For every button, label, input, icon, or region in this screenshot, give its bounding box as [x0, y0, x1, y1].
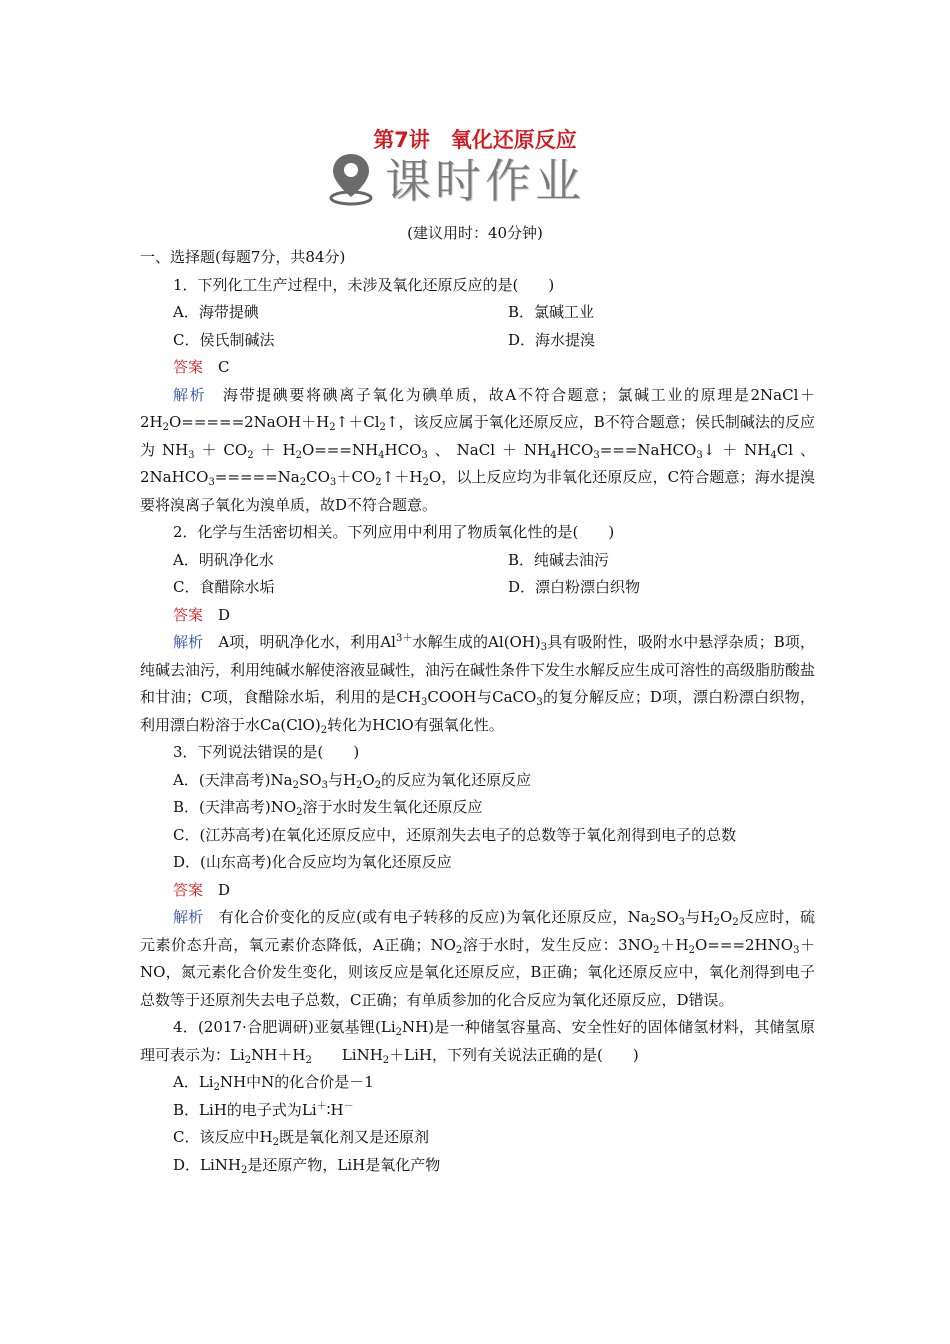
question-4-stem: 4．(2017·合肥调研)亚氨基锂$(Li_2NH)$是一种储氢容量高、安全性好的固体储氢材料，其储氢原理可表示为：$Li_2NH+H_2$ LiNH$_2$＋LiH，下列有关说法正确的是( ): [140, 1018, 815, 1066]
question-2-answer: 答案 D: [173, 605, 231, 624]
option-a: A．明矾净化水: [173, 550, 274, 569]
homework-banner: [325, 150, 625, 206]
question-1-analysis: 解析 海带提碘要将碘离子氧化为碘单质，故A不符合题意；氯碱工业的原理是$2NaCl+2H_2O=====2NaOH+H_2↑+Cl_2↑$，该反应属于氧化还原反应，B不符合题意；侯氏制碱法的反应为$NH_3+CO_2+H_2O===NH_4HCO_3$、$NaCl+NH_4HCO_3===NaHCO_3↓+NH_4Cl$、$2NaHCO_3=====Na_2CO_3+CO_2↑+H_2O$，以上反应均为非氧化还原反应，C符合题意；海水提溴要将溴离子氧化为溴单质，故D不符合题意。: [140, 385, 815, 514]
option-b: B．纯碱去油污: [508, 550, 610, 569]
option-d: D．漂白粉漂白织物: [508, 578, 641, 596]
option-c: C．食醋除水垢: [173, 578, 275, 596]
option-d: D．(山东高考)化合反应均为氧化还原反应: [173, 853, 452, 871]
question-2-options-row1: [140, 547, 815, 575]
question-3-answer: 答案 D: [173, 880, 231, 899]
question-1-answer: 答案 C: [173, 358, 230, 376]
suggested-time: (建议用时：40分钟): [407, 224, 543, 242]
option-c: C．侯氏制碱法: [173, 330, 275, 349]
section-heading: 一、选择题(每题7分，共84分): [140, 248, 346, 266]
option-a: A．海带提碘: [173, 303, 259, 321]
option-a: A．$Li_2NH$中N的化合价是－1: [173, 1073, 374, 1093]
option-b: B．(天津高考)$NO_2$溶于水时发生氧化还原反应: [173, 798, 483, 818]
option-c: C．该反应中$H_2$既是氧化剂又是还原剂: [173, 1128, 429, 1148]
question-3-stem: 3．下列说法错误的是( ): [173, 743, 360, 761]
location-pin-icon: [325, 150, 377, 206]
question-content: [140, 244, 815, 1179]
question-1-options-row1: [140, 299, 815, 327]
option-a: A．(天津高考)$Na_2SO_3$与$H_2O_2$的反应为氧化还原反应: [173, 770, 532, 791]
question-2-analysis: 解析 A项，明矾净化水，利用$Al^{3+}$水解生成的$Al(OH)_3$具有吸附性，吸附水中悬浮杂质；B项，纯碱去油污，利用纯碱水解使溶液显碱性，油污在碱性条件下发生水解反应生成可溶性的高级脂肪酸盐和甘油；C项，食醋除水垢，利用的是$CH_3COOH$与CaCO$_3$的复分解反应；D项，漂白粉漂白织物，利用漂白粉溶于水$Ca(ClO)_2$转化为HClO有强氧化性。: [140, 633, 816, 736]
option-d: D．海水提溴: [508, 330, 596, 349]
question-2-stem: 2．化学与生活密切相关。下列应用中利用了物质氧化性的是( ): [173, 523, 615, 541]
question-1-stem: 1．下列化工生产过程中，未涉及氧化还原反应的是( ): [173, 275, 555, 294]
option-b: B．氯碱工业: [508, 303, 595, 321]
question-3-analysis: 解析 有化合价变化的反应(或有电子转移的反应)为氧化还原反应，$Na_2SO_3$与$H_2O_2$反应时，硫元素价态升高，氧元素价态降低，A正确；$NO_2$溶于水时，发生反应：$3NO_2+H_2O===2HNO_3+NO$，氮元素化合价发生变化，则该反应是氧化还原反应，B正确；氧化还原反应中，氧化剂得到电子总数等于还原剂失去电子总数，C正确；有单质参加的化合反应为氧化还原反应，D错误。: [140, 908, 815, 1009]
option-d: D．LiNH$_2$是还原产物，LiH是氧化产物: [173, 1155, 441, 1176]
lesson-title: 第7讲 氧化还原反应: [373, 128, 577, 152]
option-b: B．LiH的电子式为Li＋∶H－: [173, 1100, 354, 1119]
banner-text: 课时作业: [385, 154, 585, 208]
question-2-options-row2: [140, 574, 815, 602]
question-1-options-row2: [140, 327, 815, 355]
option-c: C．(江苏高考)在氧化还原反应中，还原剂失去电子的总数等于氧化剂得到电子的总数: [173, 825, 737, 844]
